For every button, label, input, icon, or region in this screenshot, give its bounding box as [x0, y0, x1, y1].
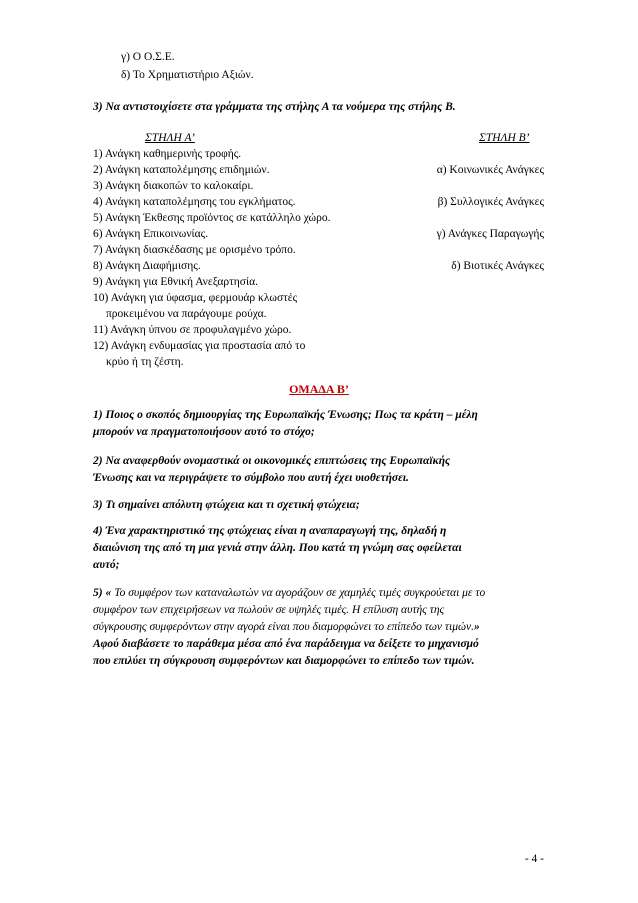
column-b-header: ΣΤΗΛΗ Β’	[479, 132, 530, 144]
text-line: 2) Να αναφερθούν ονομαστικά οι οικονομικές επιπτώσεις της Ευρωπαϊκής	[93, 455, 451, 467]
group-b-question-3	[93, 497, 545, 514]
col-a-item: 8) Ανάγκη Διαφήμισης.	[93, 260, 201, 272]
text-line: 1) Ποιος ο σκοπός δημιουργίας της Ευρωπαϊκής Ένωσης; Πως τα κράτη – μέλη	[93, 409, 478, 421]
col-b-item: α) Κοινωνικές Ανάγκες	[436, 164, 544, 176]
col-a-item: 12) Ανάγκη ενδυμασίας για προστασία από το	[93, 340, 306, 352]
col-a-item-continuation: κρύο ή τη ζέστη.	[106, 356, 184, 368]
quote-close: »	[474, 621, 480, 633]
text-line: Ένωσης και να περιγράψετε το σύμβολο που αυτή έχει υιοθετήσει.	[93, 472, 409, 484]
col-a-item-continuation: προκειμένου να παράγουμε ρούχα.	[106, 308, 267, 320]
quote-text: Το συμφέρον των καταναλωτών να αγοράζουν σε χαμηλές τιμές συγκρούεται με το	[114, 587, 486, 599]
group-b-question-4	[93, 523, 545, 574]
page-number: - 4 -	[524, 853, 544, 865]
col-a-item: 10) Ανάγκη για ύφασμα, φερμουάρ κλωστές	[93, 292, 298, 304]
col-b-item: γ) Ανάγκες Παραγωγής	[436, 228, 544, 240]
task-text: Αφού διαβάσετε το παράθεμα μέσα από ένα παράδειγμα να δείξετε το μηχανισμό	[93, 638, 479, 650]
col-b-item: β) Συλλογικές Ανάγκες	[437, 196, 544, 208]
text-line	[93, 619, 545, 636]
option-d: δ) Το Χρηματιστήριο Αξιών.	[121, 69, 254, 81]
col-a-item: 2) Ανάγκη καταπολέμησης επιδημιών.	[93, 164, 270, 176]
question-number: 5) «	[93, 587, 112, 599]
col-a-item: 6) Ανάγκη Επικοινωνίας.	[93, 228, 209, 240]
column-a-header: ΣΤΗΛΗ Α’	[145, 132, 195, 144]
col-b-item: δ) Βιοτικές Ανάγκες	[451, 260, 544, 272]
col-a-item: 5) Ανάγκη Έκθεσης προϊόντος σε κατάλληλο χώρο.	[93, 212, 331, 224]
quote-text: συμφέρον των επιχειρήσεων να πωλούν σε υψηλές τιμές. Η επίλυση αυτής της	[93, 604, 445, 616]
text-line	[93, 585, 545, 602]
col-a-item: 11) Ανάγκη ύπνου σε προφυλαγμένο χώρο.	[93, 324, 292, 336]
col-a-item: 7) Ανάγκη διασκέδασης με ορισμένο τρόπο.	[93, 244, 296, 256]
q3-title: 3) Να αντιστοιχίσετε στα γράμματα της στήλης Α τα νούμερα της στήλης Β.	[93, 101, 456, 113]
text-line: 3) Τι σημαίνει απόλυτη φτώχεια και τι σχετική φτώχεια;	[93, 499, 360, 511]
col-a-item: 9) Ανάγκη για Εθνική Ανεξαρτησία.	[93, 276, 258, 288]
section-heading: ΟΜΑΔΑ Β’	[289, 382, 349, 396]
col-a-item: 3) Ανάγκη διακοπών το καλοκαίρι.	[93, 180, 254, 192]
text-line: 4) Ένα χαρακτηριστικό της φτώχειας είναι η αναπαραγωγή της, δηλαδή η	[93, 525, 447, 537]
text-line: μπορούν να πραγματοποιήσουν αυτό το στόχο;	[93, 426, 315, 438]
quote-text: σύγκρουσης συμφερόντων στην αγορά είναι που διαμορφώνει το επίπεδο των τιμών.	[93, 621, 474, 633]
task-text: που επιλύει τη σύγκρουση συμφερόντων και διαμορφώνει το επίπεδο των τιμών.	[93, 655, 475, 667]
group-b-question-1	[93, 407, 545, 441]
group-b-question-5	[93, 585, 545, 670]
text-line: αυτό;	[93, 559, 120, 571]
option-c: γ) Ο Ο.Σ.Ε.	[121, 51, 175, 63]
text-line: διαιώνιση της από τη μια γενιά στην άλλη. Που κατά τη γνώμη σας οφείλεται	[93, 542, 462, 554]
col-a-item: 4) Ανάγκη καταπολέμησης του εγκλήματος.	[93, 196, 296, 208]
col-a-item: 1) Ανάγκη καθημερινής τροφής.	[93, 148, 242, 160]
group-b-question-2	[93, 453, 545, 487]
